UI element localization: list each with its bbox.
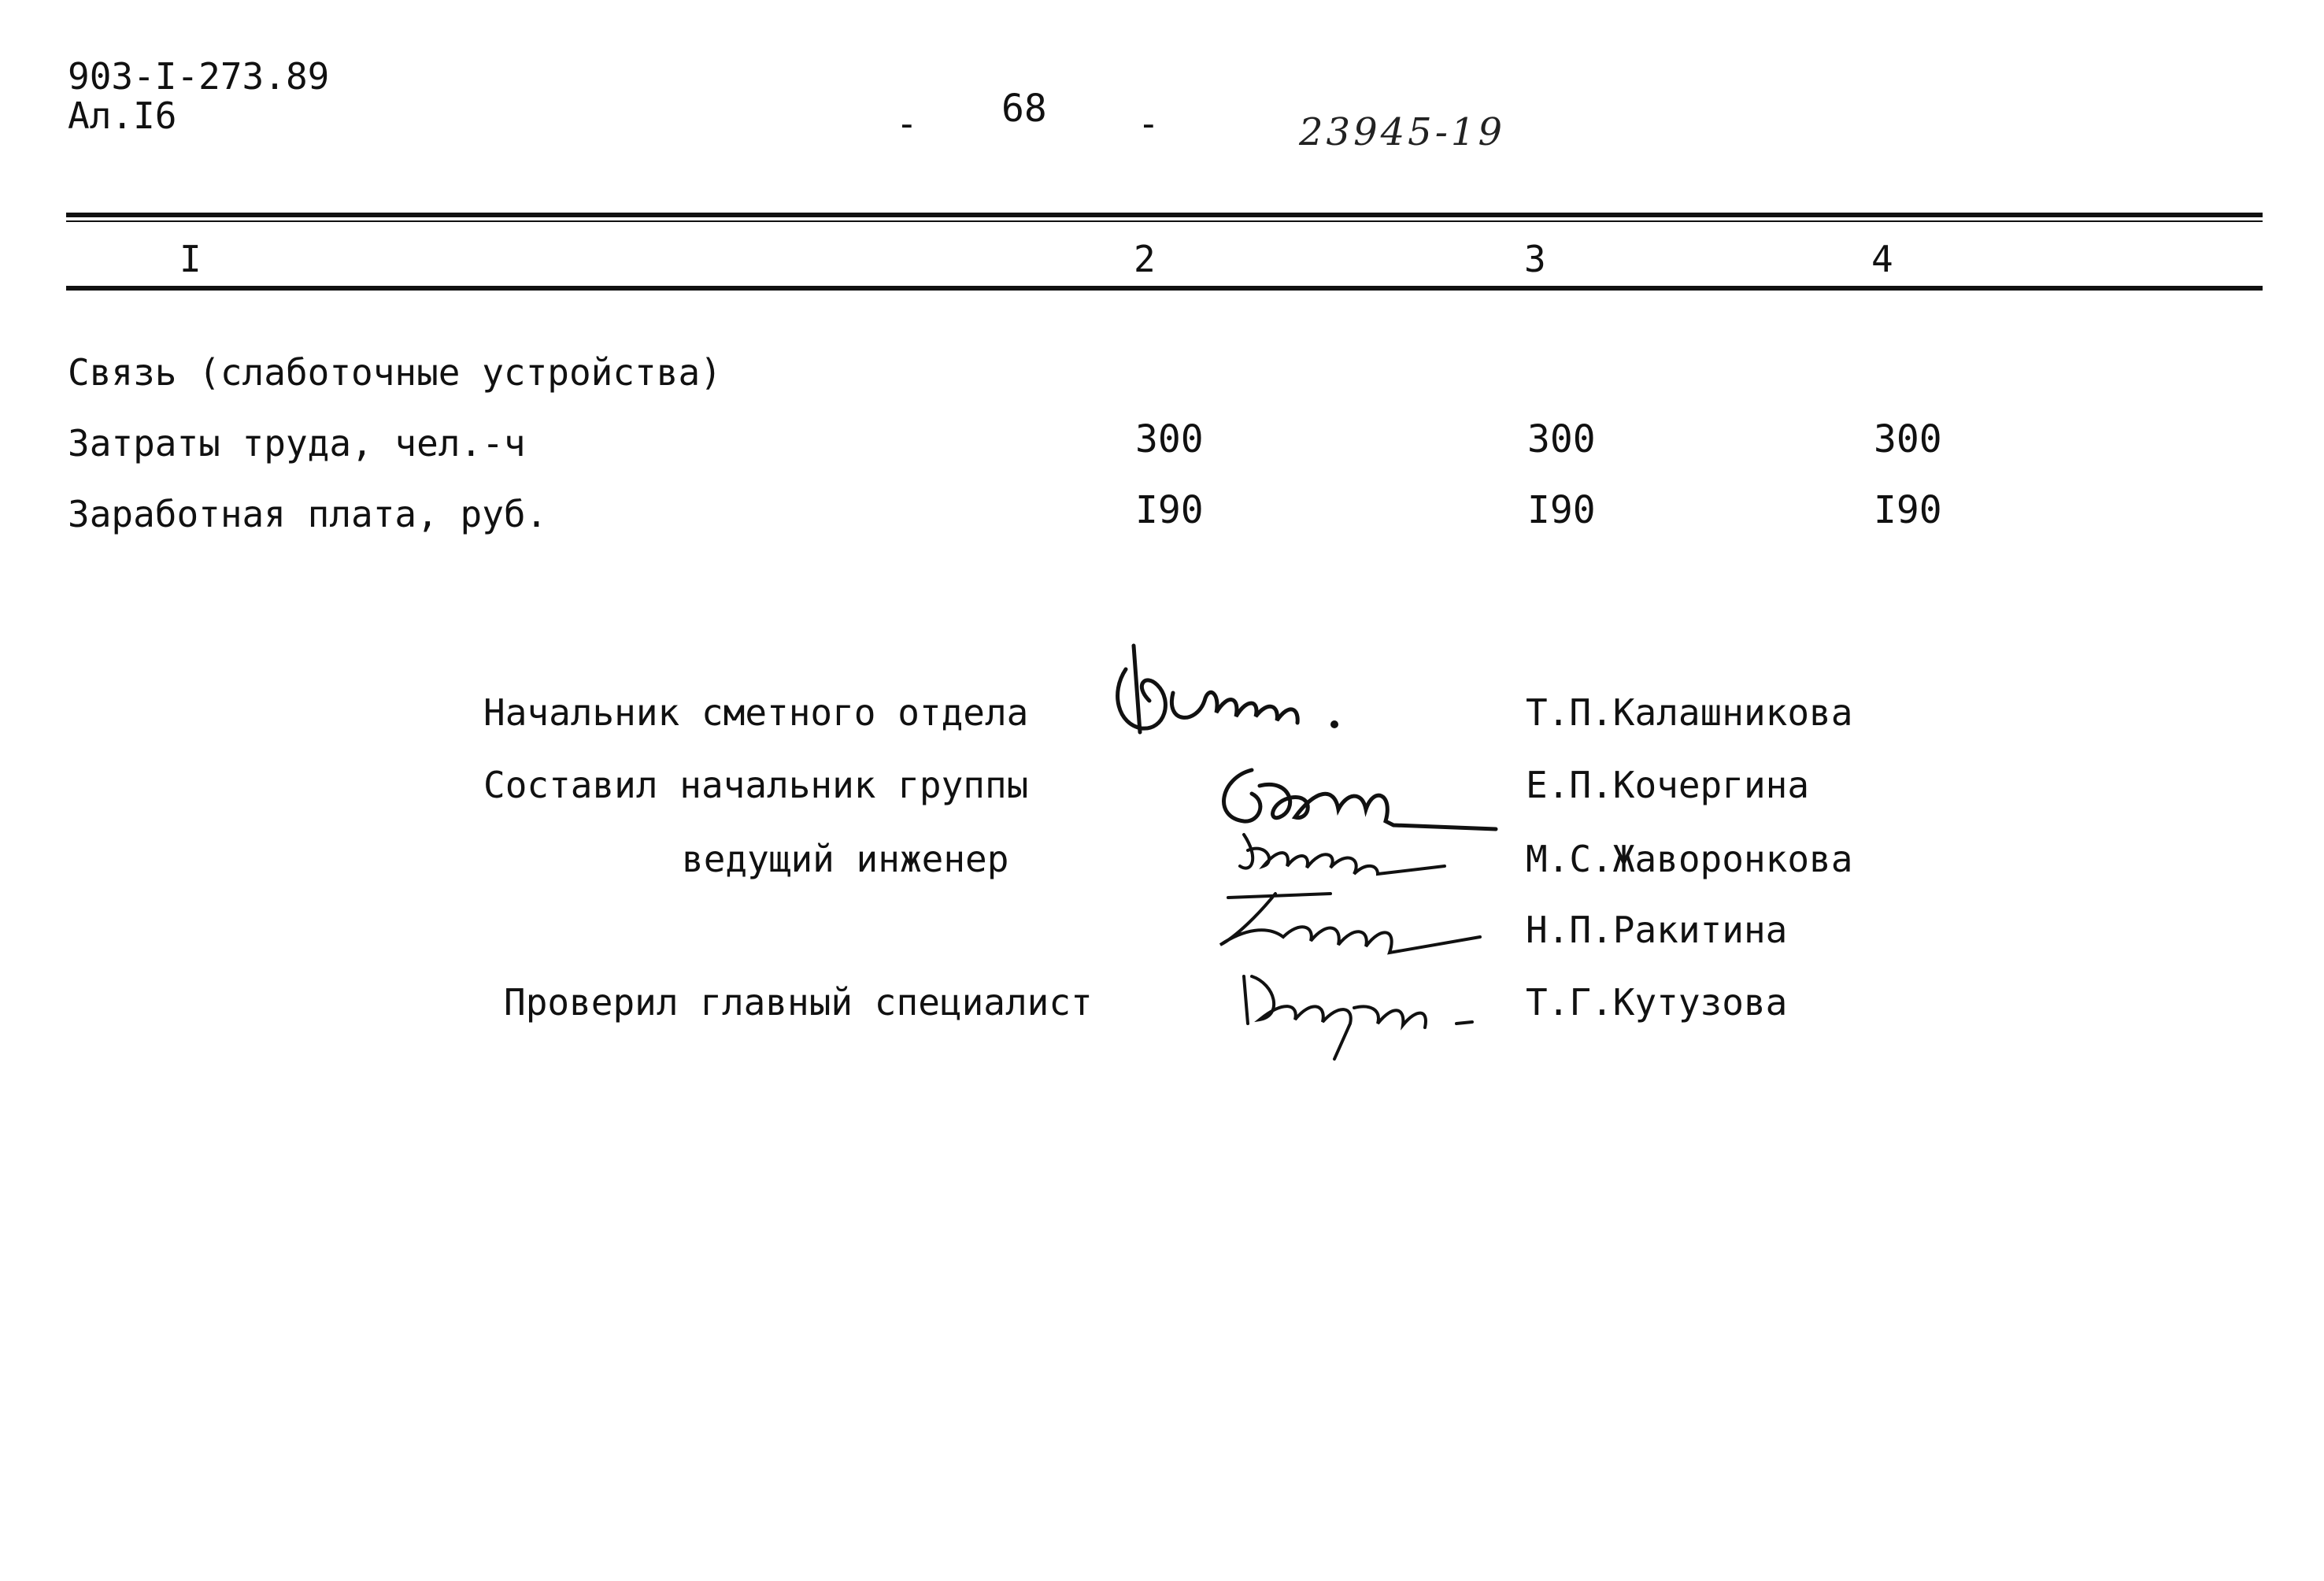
signature-kutuzova [1228, 961, 1488, 1063]
role-head-estimate-dept: Начальник сметного отдела [483, 691, 1029, 734]
sheet-number: Ал.I6 [68, 94, 177, 137]
name-zhavoronkova: М.С.Жаворонкова [1526, 838, 1853, 880]
signature-kalashnikova [1102, 638, 1386, 756]
table-top-rule-thin [66, 220, 2263, 222]
name-rakitina: Н.П.Ракитина [1526, 909, 1788, 951]
role-lead-engineer: ведущий инженер [682, 838, 1009, 880]
row-label-wages: Заработная плата, руб. [68, 493, 548, 535]
page-number: 68 [1001, 87, 1047, 131]
cell-wages-col3: I90 [1527, 488, 1596, 532]
cell-labor-col2: 300 [1135, 417, 1204, 461]
cell-wages-col4: I90 [1874, 488, 1942, 532]
signature-zhavoronkova [1228, 819, 1480, 890]
role-checked-chief-specialist: Проверил главный специалист [504, 981, 1093, 1024]
signature-rakitina [1212, 882, 1496, 961]
role-compiled-group-head: Составил начальник группы [483, 764, 1029, 806]
table-header-rule [66, 286, 2263, 291]
document-code: 903-I-273.89 [68, 55, 330, 98]
cell-labor-col3: 300 [1527, 417, 1596, 461]
name-kutuzova: Т.Г.Кутузова [1526, 981, 1788, 1024]
name-kalashnikova: Т.П.Калашникова [1526, 691, 1853, 734]
table-top-rule [66, 213, 2263, 217]
column-header-3: 3 [1524, 238, 1546, 280]
handwritten-inventory-number: 23945-19 [1299, 110, 1505, 154]
row-label-labor: Затраты труда, чел.-ч [68, 422, 526, 465]
column-header-2: 2 [1134, 238, 1156, 280]
name-kochergina: Е.П.Кочергина [1526, 764, 1810, 806]
page-dash-left: - [896, 102, 918, 145]
section-title: Связь (слаботочные устройства) [68, 351, 722, 394]
cell-wages-col2: I90 [1135, 488, 1204, 532]
column-header-4: 4 [1871, 238, 1893, 280]
column-header-1: I [179, 238, 202, 280]
cell-labor-col4: 300 [1874, 417, 1942, 461]
page-dash-right: - [1138, 102, 1160, 145]
